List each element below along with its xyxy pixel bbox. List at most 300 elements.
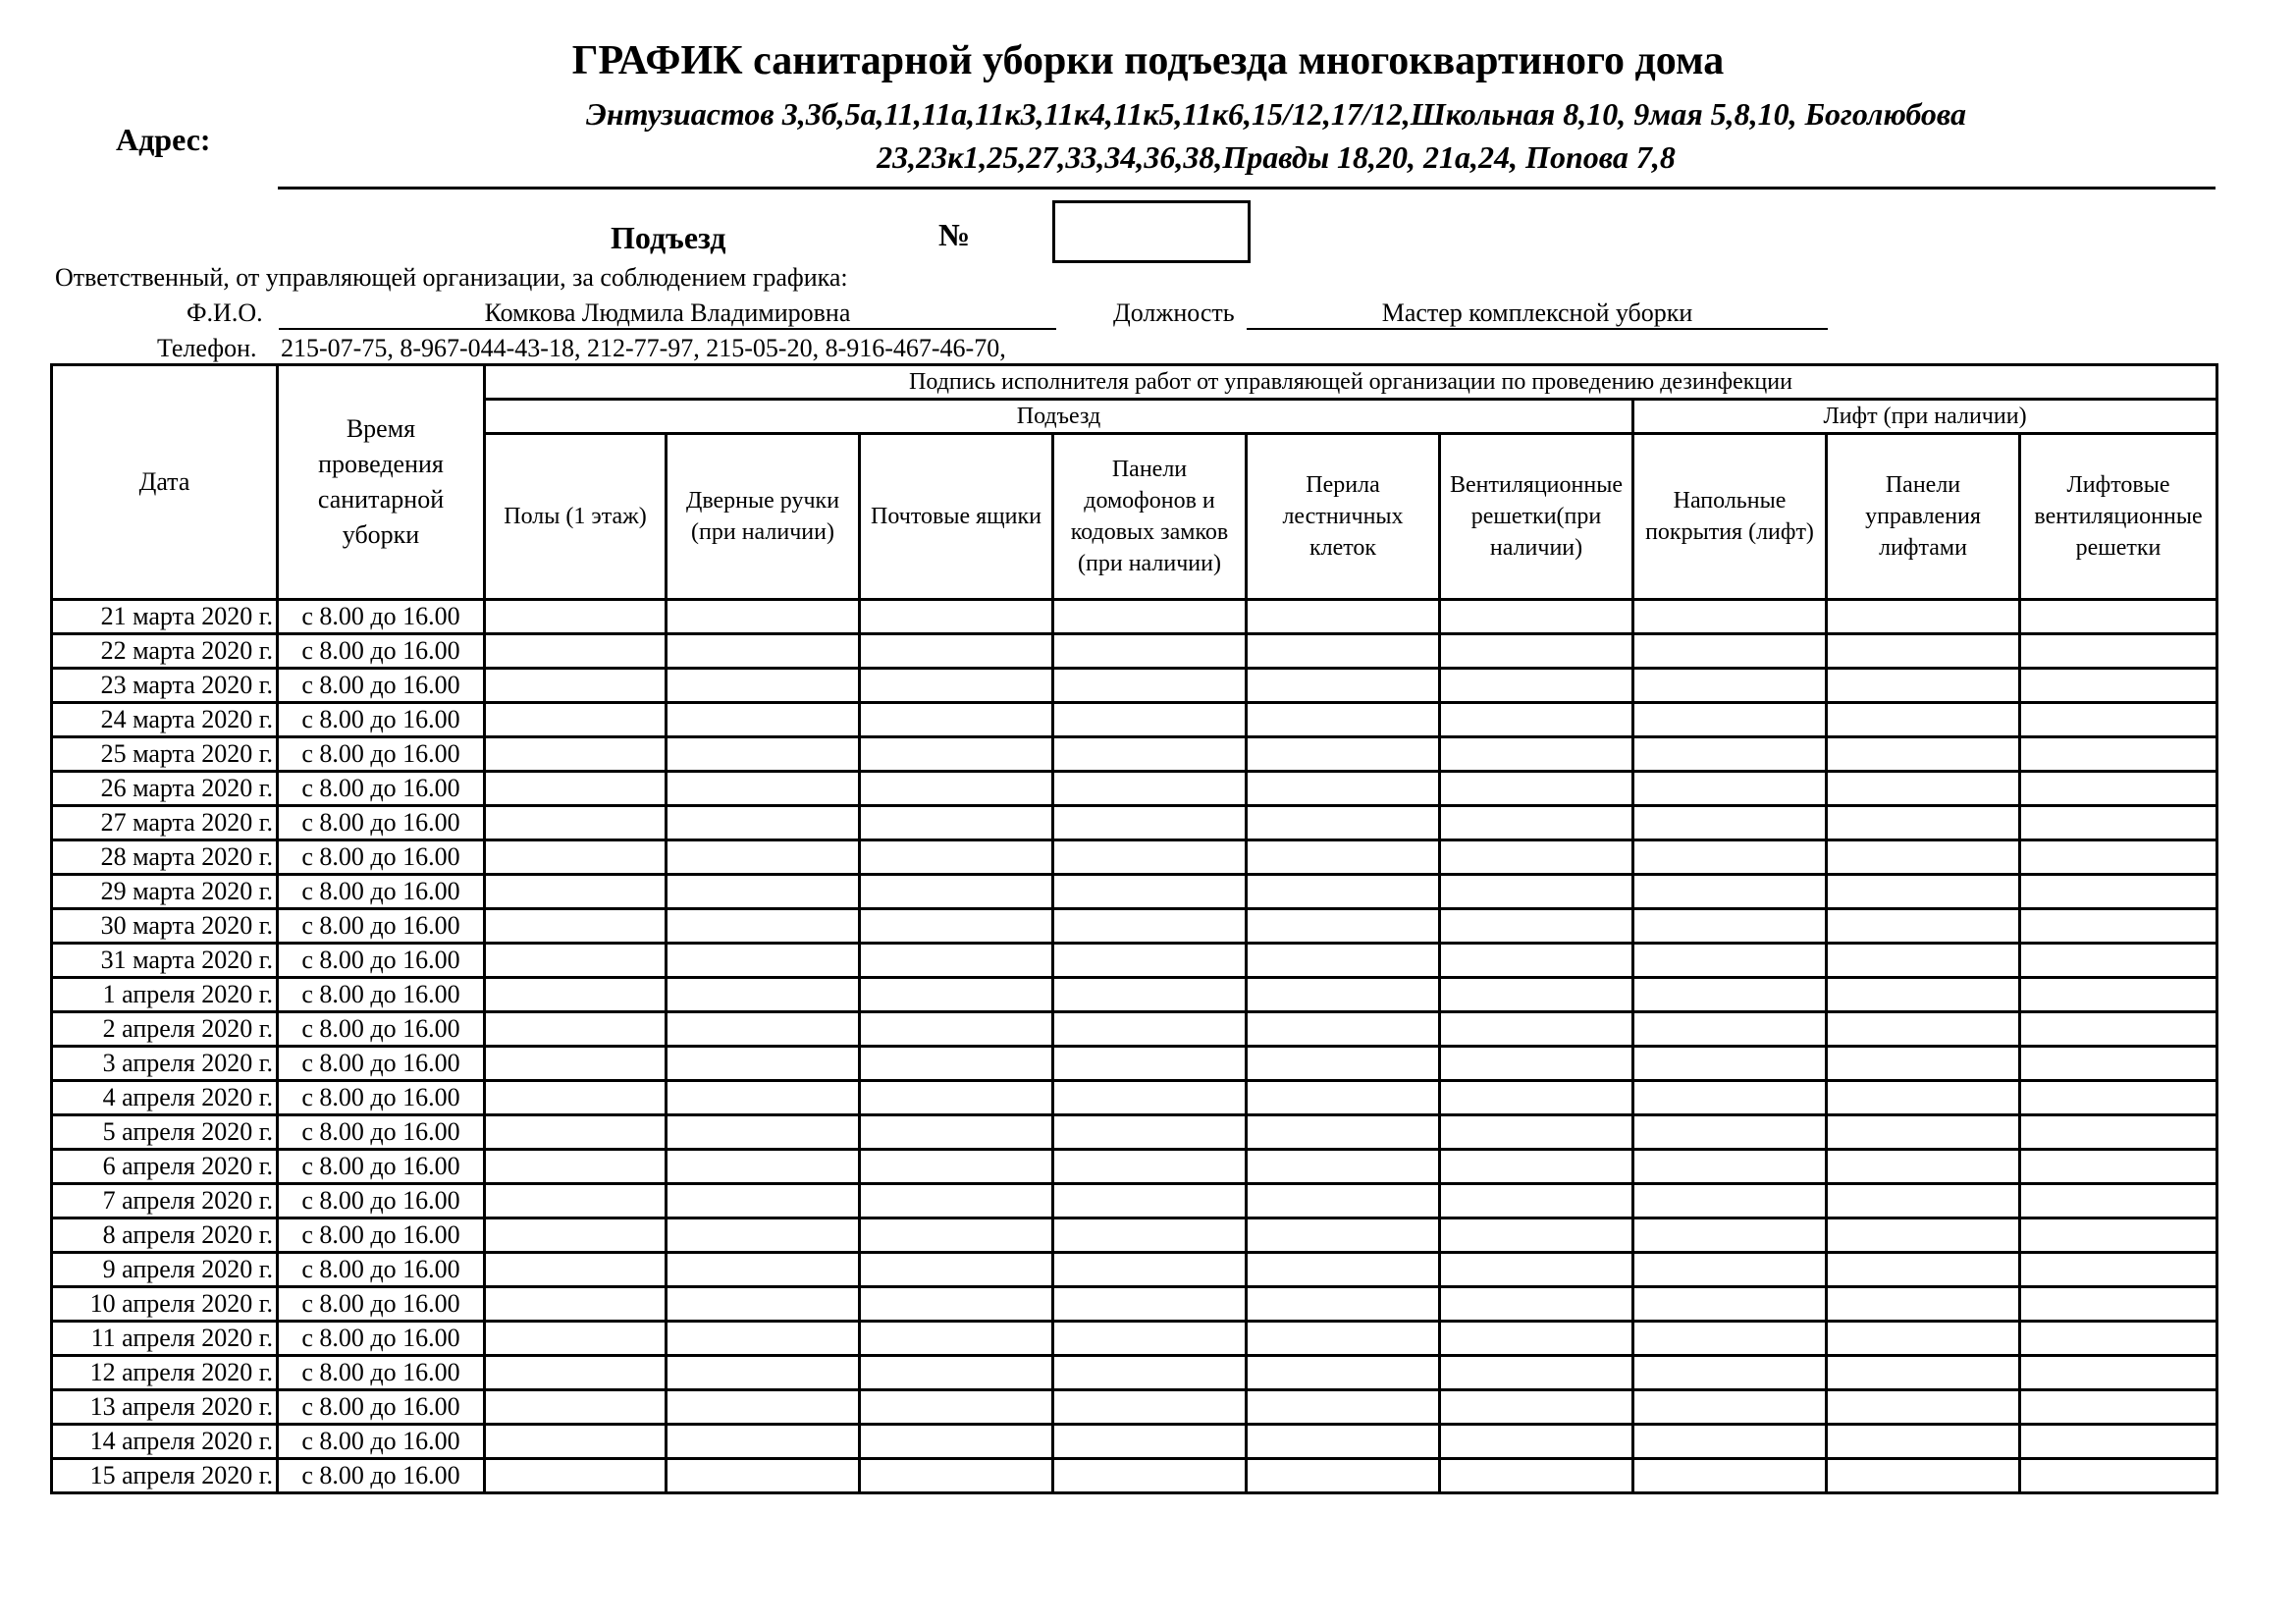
row-time: с 8.00 до 16.00 xyxy=(278,1047,485,1081)
signature-cell[interactable] xyxy=(667,1425,860,1459)
signature-cell[interactable] xyxy=(1247,1425,1440,1459)
signature-cell[interactable] xyxy=(667,978,860,1012)
signature-cell[interactable] xyxy=(1247,1356,1440,1390)
signature-cell[interactable] xyxy=(860,1150,1053,1184)
signature-cell[interactable] xyxy=(1440,1459,1633,1493)
col-header-date: Дата xyxy=(52,365,278,600)
table-row xyxy=(52,1218,2217,1253)
signature-cell[interactable] xyxy=(1633,1081,1827,1115)
signature-cell[interactable] xyxy=(485,806,667,840)
address-label: Адрес: xyxy=(116,122,211,157)
sub-header-8: Лифтовые вентиляционные решетки xyxy=(2020,434,2217,600)
row-date: 3 апреля 2020 г. xyxy=(52,1047,278,1081)
signature-cell[interactable] xyxy=(1247,703,1440,737)
signature-cell[interactable] xyxy=(1633,806,1827,840)
signature-cell[interactable] xyxy=(1053,806,1247,840)
signature-cell[interactable] xyxy=(485,634,667,669)
signature-cell[interactable] xyxy=(1053,703,1247,737)
signature-cell[interactable] xyxy=(2020,978,2217,1012)
signature-cell[interactable] xyxy=(1827,1150,2020,1184)
signature-cell[interactable] xyxy=(1053,1459,1247,1493)
row-date: 22 марта 2020 г. xyxy=(52,634,278,669)
signature-cell[interactable] xyxy=(2020,1390,2217,1425)
signature-cell[interactable] xyxy=(1247,840,1440,875)
signature-cell[interactable] xyxy=(1827,806,2020,840)
signature-cell[interactable] xyxy=(667,1150,860,1184)
signature-cell[interactable] xyxy=(1440,806,1633,840)
signature-cell[interactable] xyxy=(1827,669,2020,703)
signature-cell[interactable] xyxy=(485,1218,667,1253)
signature-cell[interactable] xyxy=(860,944,1053,978)
signature-cell[interactable] xyxy=(1053,600,1247,634)
signature-cell[interactable] xyxy=(1053,1425,1247,1459)
signature-cell[interactable] xyxy=(1633,875,1827,909)
row-date: 15 апреля 2020 г. xyxy=(52,1459,278,1493)
row-date: 27 марта 2020 г. xyxy=(52,806,278,840)
position-label: Должность xyxy=(1113,298,1235,327)
signature-cell[interactable] xyxy=(1440,669,1633,703)
signature-cell[interactable] xyxy=(1247,1218,1440,1253)
signature-cell[interactable] xyxy=(1633,1390,1827,1425)
sub-header-5: Вентиляционные решетки(при наличии) xyxy=(1440,434,1633,600)
table-row xyxy=(52,875,2217,909)
signature-cell[interactable] xyxy=(1440,772,1633,806)
signature-cell[interactable] xyxy=(1440,1253,1633,1287)
signature-cell[interactable] xyxy=(1440,1184,1633,1218)
signature-cell[interactable] xyxy=(485,1287,667,1322)
signature-cell[interactable] xyxy=(1827,840,2020,875)
row-time: с 8.00 до 16.00 xyxy=(278,1081,485,1115)
signature-cell[interactable] xyxy=(1247,875,1440,909)
signature-cell[interactable] xyxy=(1633,1184,1827,1218)
signature-cell[interactable] xyxy=(1440,1287,1633,1322)
signature-cell[interactable] xyxy=(1827,634,2020,669)
signature-cell[interactable] xyxy=(1053,1115,1247,1150)
signature-cell[interactable] xyxy=(1827,1184,2020,1218)
signature-cell[interactable] xyxy=(2020,1218,2217,1253)
signature-cell[interactable] xyxy=(667,600,860,634)
signature-cell[interactable] xyxy=(485,978,667,1012)
signature-cell[interactable] xyxy=(1053,944,1247,978)
sub-header-2: Почтовые ящики xyxy=(860,434,1053,600)
signature-cell[interactable] xyxy=(1633,1459,1827,1493)
signature-cell[interactable] xyxy=(485,840,667,875)
table-row xyxy=(52,1150,2217,1184)
group-header-entrance: Подъезд xyxy=(485,400,1633,434)
signature-cell[interactable] xyxy=(860,1390,1053,1425)
signature-cell[interactable] xyxy=(1247,1390,1440,1425)
signature-cell[interactable] xyxy=(1247,1287,1440,1322)
signature-cell[interactable] xyxy=(1827,944,2020,978)
row-date: 6 апреля 2020 г. xyxy=(52,1150,278,1184)
signature-cell[interactable] xyxy=(1633,1356,1827,1390)
signature-cell[interactable] xyxy=(485,1390,667,1425)
signature-cell[interactable] xyxy=(860,703,1053,737)
signature-cell[interactable] xyxy=(667,634,860,669)
row-time: с 8.00 до 16.00 xyxy=(278,1184,485,1218)
signature-cell[interactable] xyxy=(1247,669,1440,703)
signature-cell[interactable] xyxy=(1440,1047,1633,1081)
signature-cell[interactable] xyxy=(667,1218,860,1253)
responsible-intro: Ответственный, от управляющей организации, за соблюдением графика: xyxy=(55,263,848,292)
signature-cell[interactable] xyxy=(860,634,1053,669)
signature-cell[interactable] xyxy=(485,1184,667,1218)
signature-cell[interactable] xyxy=(1440,600,1633,634)
table-row xyxy=(52,634,2217,669)
row-date: 14 апреля 2020 г. xyxy=(52,1425,278,1459)
signature-cell[interactable] xyxy=(1827,703,2020,737)
signature-cell[interactable] xyxy=(2020,1081,2217,1115)
signature-cell[interactable] xyxy=(1440,909,1633,944)
signature-cell[interactable] xyxy=(1633,944,1827,978)
signature-cell[interactable] xyxy=(2020,1115,2217,1150)
row-time: с 8.00 до 16.00 xyxy=(278,840,485,875)
signature-cell[interactable] xyxy=(860,1012,1053,1047)
signature-cell[interactable] xyxy=(860,1081,1053,1115)
fio-value[interactable]: Комкова Людмила Владимировна xyxy=(279,298,1056,330)
signature-cell[interactable] xyxy=(860,875,1053,909)
signature-cell[interactable] xyxy=(860,1253,1053,1287)
row-date: 2 апреля 2020 г. xyxy=(52,1012,278,1047)
signature-cell[interactable] xyxy=(1440,1390,1633,1425)
signature-cell[interactable] xyxy=(1827,1390,2020,1425)
signature-cell[interactable] xyxy=(1247,1150,1440,1184)
table-row xyxy=(52,1425,2217,1459)
signature-cell[interactable] xyxy=(860,840,1053,875)
signature-cell[interactable] xyxy=(667,772,860,806)
signature-cell[interactable] xyxy=(667,875,860,909)
signature-cell[interactable] xyxy=(1440,944,1633,978)
signature-cell[interactable] xyxy=(485,1356,667,1390)
row-time: с 8.00 до 16.00 xyxy=(278,634,485,669)
signature-cell[interactable] xyxy=(1633,1115,1827,1150)
signature-cell[interactable] xyxy=(1633,703,1827,737)
row-time: с 8.00 до 16.00 xyxy=(278,1287,485,1322)
row-time: с 8.00 до 16.00 xyxy=(278,806,485,840)
signature-cell[interactable] xyxy=(2020,703,2217,737)
group-header-signature: Подпись исполнителя работ от управляющей организации по проведению дезинфекции xyxy=(485,365,2217,400)
signature-cell[interactable] xyxy=(2020,1459,2217,1493)
signature-cell[interactable] xyxy=(860,1425,1053,1459)
signature-cell[interactable] xyxy=(485,669,667,703)
signature-cell[interactable] xyxy=(485,1115,667,1150)
signature-cell[interactable] xyxy=(1633,909,1827,944)
signature-cell[interactable] xyxy=(1633,1287,1827,1322)
signature-cell[interactable] xyxy=(1053,840,1247,875)
signature-cell[interactable] xyxy=(860,1322,1053,1356)
signature-cell[interactable] xyxy=(1053,737,1247,772)
row-date: 26 марта 2020 г. xyxy=(52,772,278,806)
signature-cell[interactable] xyxy=(485,1047,667,1081)
signature-cell[interactable] xyxy=(485,1012,667,1047)
signature-cell[interactable] xyxy=(1053,669,1247,703)
row-time: с 8.00 до 16.00 xyxy=(278,1253,485,1287)
signature-cell[interactable] xyxy=(2020,1150,2217,1184)
signature-cell[interactable] xyxy=(1440,1012,1633,1047)
signature-cell[interactable] xyxy=(667,703,860,737)
signature-cell[interactable] xyxy=(1827,1012,2020,1047)
signature-cell[interactable] xyxy=(667,840,860,875)
signature-cell[interactable] xyxy=(2020,669,2217,703)
signature-cell[interactable] xyxy=(1633,669,1827,703)
signature-cell[interactable] xyxy=(1440,1150,1633,1184)
signature-cell[interactable] xyxy=(2020,1253,2217,1287)
signature-cell[interactable] xyxy=(1247,1184,1440,1218)
signature-cell[interactable] xyxy=(1053,1184,1247,1218)
signature-cell[interactable] xyxy=(860,1218,1053,1253)
signature-cell[interactable] xyxy=(485,1425,667,1459)
table-row xyxy=(52,944,2217,978)
signature-cell[interactable] xyxy=(1633,737,1827,772)
signature-cell[interactable] xyxy=(1440,737,1633,772)
signature-cell[interactable] xyxy=(2020,634,2217,669)
signature-cell[interactable] xyxy=(1633,1047,1827,1081)
signature-cell[interactable] xyxy=(1633,772,1827,806)
signature-cell[interactable] xyxy=(1247,1047,1440,1081)
signature-cell[interactable] xyxy=(1827,1287,2020,1322)
row-date: 24 марта 2020 г. xyxy=(52,703,278,737)
entrance-number-label: № xyxy=(938,217,971,252)
signature-cell[interactable] xyxy=(485,703,667,737)
signature-cell[interactable] xyxy=(2020,1322,2217,1356)
signature-cell[interactable] xyxy=(1440,1356,1633,1390)
signature-cell[interactable] xyxy=(485,1459,667,1493)
signature-cell[interactable] xyxy=(1247,1253,1440,1287)
signature-cell[interactable] xyxy=(860,1047,1053,1081)
signature-cell[interactable] xyxy=(2020,1356,2217,1390)
signature-cell[interactable] xyxy=(1053,1287,1247,1322)
table-row xyxy=(52,772,2217,806)
signature-cell[interactable] xyxy=(1827,875,2020,909)
signature-cell[interactable] xyxy=(860,1184,1053,1218)
signature-cell[interactable] xyxy=(2020,944,2217,978)
signature-cell[interactable] xyxy=(667,1459,860,1493)
signature-cell[interactable] xyxy=(1247,1322,1440,1356)
signature-cell[interactable] xyxy=(485,1150,667,1184)
signature-cell[interactable] xyxy=(1053,1218,1247,1253)
signature-cell[interactable] xyxy=(1827,1253,2020,1287)
signature-cell[interactable] xyxy=(1247,978,1440,1012)
signature-cell[interactable] xyxy=(1440,703,1633,737)
signature-cell[interactable] xyxy=(1053,1390,1247,1425)
signature-cell[interactable] xyxy=(667,1322,860,1356)
signature-cell[interactable] xyxy=(860,1356,1053,1390)
signature-cell[interactable] xyxy=(2020,600,2217,634)
signature-cell[interactable] xyxy=(2020,737,2217,772)
signature-cell[interactable] xyxy=(1440,1322,1633,1356)
signature-cell[interactable] xyxy=(1053,634,1247,669)
signature-cell[interactable] xyxy=(1827,1425,2020,1459)
signature-cell[interactable] xyxy=(667,1115,860,1150)
table-row xyxy=(52,1047,2217,1081)
table-row xyxy=(52,1287,2217,1322)
signature-cell[interactable] xyxy=(860,909,1053,944)
phone-value: 215-07-75, 8-967-044-43-18, 212-77-97, 215-05-20, 8-916-467-46-70, xyxy=(281,334,1006,362)
signature-cell[interactable] xyxy=(1247,634,1440,669)
entrance-label: Подъезд xyxy=(611,220,726,255)
signature-cell[interactable] xyxy=(667,806,860,840)
row-date: 1 апреля 2020 г. xyxy=(52,978,278,1012)
signature-cell[interactable] xyxy=(667,944,860,978)
signature-cell[interactable] xyxy=(1053,1012,1247,1047)
signature-cell[interactable] xyxy=(2020,840,2217,875)
signature-cell[interactable] xyxy=(1827,1459,2020,1493)
signature-cell[interactable] xyxy=(1633,1150,1827,1184)
table-row xyxy=(52,703,2217,737)
signature-cell[interactable] xyxy=(1053,1253,1247,1287)
row-time: с 8.00 до 16.00 xyxy=(278,1356,485,1390)
signature-cell[interactable] xyxy=(1053,1322,1247,1356)
entrance-number-box[interactable] xyxy=(1052,200,1251,263)
col-header-time: Время проведения санитарной уборки xyxy=(278,365,485,600)
signature-cell[interactable] xyxy=(485,1322,667,1356)
row-time: с 8.00 до 16.00 xyxy=(278,703,485,737)
signature-cell[interactable] xyxy=(1247,1115,1440,1150)
signature-cell[interactable] xyxy=(2020,909,2217,944)
signature-cell[interactable] xyxy=(1053,875,1247,909)
signature-cell[interactable] xyxy=(1827,600,2020,634)
signature-cell[interactable] xyxy=(1053,909,1247,944)
signature-cell[interactable] xyxy=(1633,978,1827,1012)
signature-cell[interactable] xyxy=(667,669,860,703)
signature-cell[interactable] xyxy=(485,944,667,978)
table-row xyxy=(52,1356,2217,1390)
signature-cell[interactable] xyxy=(860,737,1053,772)
signature-cell[interactable] xyxy=(1247,600,1440,634)
signature-cell[interactable] xyxy=(2020,1287,2217,1322)
signature-cell[interactable] xyxy=(1247,737,1440,772)
signature-cell[interactable] xyxy=(1827,737,2020,772)
signature-cell[interactable] xyxy=(1247,1081,1440,1115)
signature-cell[interactable] xyxy=(1440,1115,1633,1150)
signature-cell[interactable] xyxy=(1827,1047,2020,1081)
signature-cell[interactable] xyxy=(485,909,667,944)
signature-cell[interactable] xyxy=(1440,634,1633,669)
signature-cell[interactable] xyxy=(1053,1356,1247,1390)
signature-cell[interactable] xyxy=(1440,1081,1633,1115)
address-line-1: Энтузиастов 3,3б,5а,11,11а,11к3,11к4,11к5,11к6,15/12,17/12,Школьная 8,10, 9мая 5,8,10, Боголюбова xyxy=(585,96,1966,132)
signature-cell[interactable] xyxy=(485,772,667,806)
signature-cell[interactable] xyxy=(860,1115,1053,1150)
row-date: 28 марта 2020 г. xyxy=(52,840,278,875)
signature-cell[interactable] xyxy=(667,1184,860,1218)
signature-cell[interactable] xyxy=(1440,978,1633,1012)
signature-cell[interactable] xyxy=(1247,772,1440,806)
signature-cell[interactable] xyxy=(1633,1425,1827,1459)
schedule-table xyxy=(50,363,2218,1494)
signature-cell[interactable] xyxy=(1053,1047,1247,1081)
signature-cell[interactable] xyxy=(1633,1253,1827,1287)
signature-cell[interactable] xyxy=(2020,1425,2217,1459)
signature-cell[interactable] xyxy=(485,737,667,772)
signature-cell[interactable] xyxy=(485,600,667,634)
signature-cell[interactable] xyxy=(667,1253,860,1287)
signature-cell[interactable] xyxy=(2020,1184,2217,1218)
signature-cell[interactable] xyxy=(860,978,1053,1012)
signature-cell[interactable] xyxy=(1827,909,2020,944)
signature-cell[interactable] xyxy=(1633,634,1827,669)
signature-cell[interactable] xyxy=(860,600,1053,634)
signature-cell[interactable] xyxy=(667,1390,860,1425)
signature-cell[interactable] xyxy=(1827,1115,2020,1150)
signature-cell[interactable] xyxy=(1247,909,1440,944)
signature-cell[interactable] xyxy=(2020,1047,2217,1081)
signature-cell[interactable] xyxy=(1633,1322,1827,1356)
row-date: 4 апреля 2020 г. xyxy=(52,1081,278,1115)
row-time: с 8.00 до 16.00 xyxy=(278,737,485,772)
sub-header-0: Полы (1 этаж) xyxy=(485,434,667,600)
signature-cell[interactable] xyxy=(667,1356,860,1390)
signature-cell[interactable] xyxy=(1440,840,1633,875)
table-row xyxy=(52,1115,2217,1150)
signature-cell[interactable] xyxy=(2020,772,2217,806)
row-date: 25 марта 2020 г. xyxy=(52,737,278,772)
signature-cell[interactable] xyxy=(1440,875,1633,909)
signature-cell[interactable] xyxy=(1247,944,1440,978)
signature-cell[interactable] xyxy=(485,1253,667,1287)
row-time: с 8.00 до 16.00 xyxy=(278,909,485,944)
row-time: с 8.00 до 16.00 xyxy=(278,600,485,634)
signature-cell[interactable] xyxy=(1633,600,1827,634)
signature-cell[interactable] xyxy=(485,875,667,909)
signature-cell[interactable] xyxy=(860,1459,1053,1493)
signature-cell[interactable] xyxy=(860,772,1053,806)
signature-cell[interactable] xyxy=(1053,978,1247,1012)
signature-cell[interactable] xyxy=(667,909,860,944)
signature-cell[interactable] xyxy=(667,1287,860,1322)
row-time: с 8.00 до 16.00 xyxy=(278,1150,485,1184)
sub-header-1: Дверные ручки (при наличии) xyxy=(667,434,860,600)
signature-cell[interactable] xyxy=(1247,806,1440,840)
signature-cell[interactable] xyxy=(1827,1081,2020,1115)
signature-cell[interactable] xyxy=(1633,1012,1827,1047)
signature-cell[interactable] xyxy=(1440,1425,1633,1459)
row-date: 21 марта 2020 г. xyxy=(52,600,278,634)
signature-cell[interactable] xyxy=(860,669,1053,703)
signature-cell[interactable] xyxy=(667,1047,860,1081)
signature-cell[interactable] xyxy=(485,1081,667,1115)
table-row xyxy=(52,909,2217,944)
signature-cell[interactable] xyxy=(1633,840,1827,875)
signature-cell[interactable] xyxy=(667,737,860,772)
signature-cell[interactable] xyxy=(667,1012,860,1047)
row-date: 11 апреля 2020 г. xyxy=(52,1322,278,1356)
signature-cell[interactable] xyxy=(860,806,1053,840)
signature-cell[interactable] xyxy=(2020,875,2217,909)
signature-cell[interactable] xyxy=(2020,1012,2217,1047)
row-time: с 8.00 до 16.00 xyxy=(278,1322,485,1356)
signature-cell[interactable] xyxy=(2020,806,2217,840)
address-line-2: 23,23к1,25,27,33,34,36,38,Правды 18,20, 21а,24, Попова 7,8 xyxy=(877,139,1676,175)
row-time: с 8.00 до 16.00 xyxy=(278,669,485,703)
signature-cell[interactable] xyxy=(1827,1356,2020,1390)
signature-cell[interactable] xyxy=(1827,1322,2020,1356)
table-row xyxy=(52,1253,2217,1287)
signature-cell[interactable] xyxy=(1440,1218,1633,1253)
signature-cell[interactable] xyxy=(1827,772,2020,806)
signature-cell[interactable] xyxy=(667,1081,860,1115)
signature-cell[interactable] xyxy=(1053,1081,1247,1115)
signature-cell[interactable] xyxy=(1247,1012,1440,1047)
signature-cell[interactable] xyxy=(860,1287,1053,1322)
signature-cell[interactable] xyxy=(1827,978,2020,1012)
signature-cell[interactable] xyxy=(1633,1218,1827,1253)
signature-cell[interactable] xyxy=(1247,1459,1440,1493)
signature-cell[interactable] xyxy=(1053,1150,1247,1184)
signature-cell[interactable] xyxy=(1827,1218,2020,1253)
position-value[interactable]: Мастер комплексной уборки xyxy=(1247,298,1828,330)
signature-cell[interactable] xyxy=(1053,772,1247,806)
